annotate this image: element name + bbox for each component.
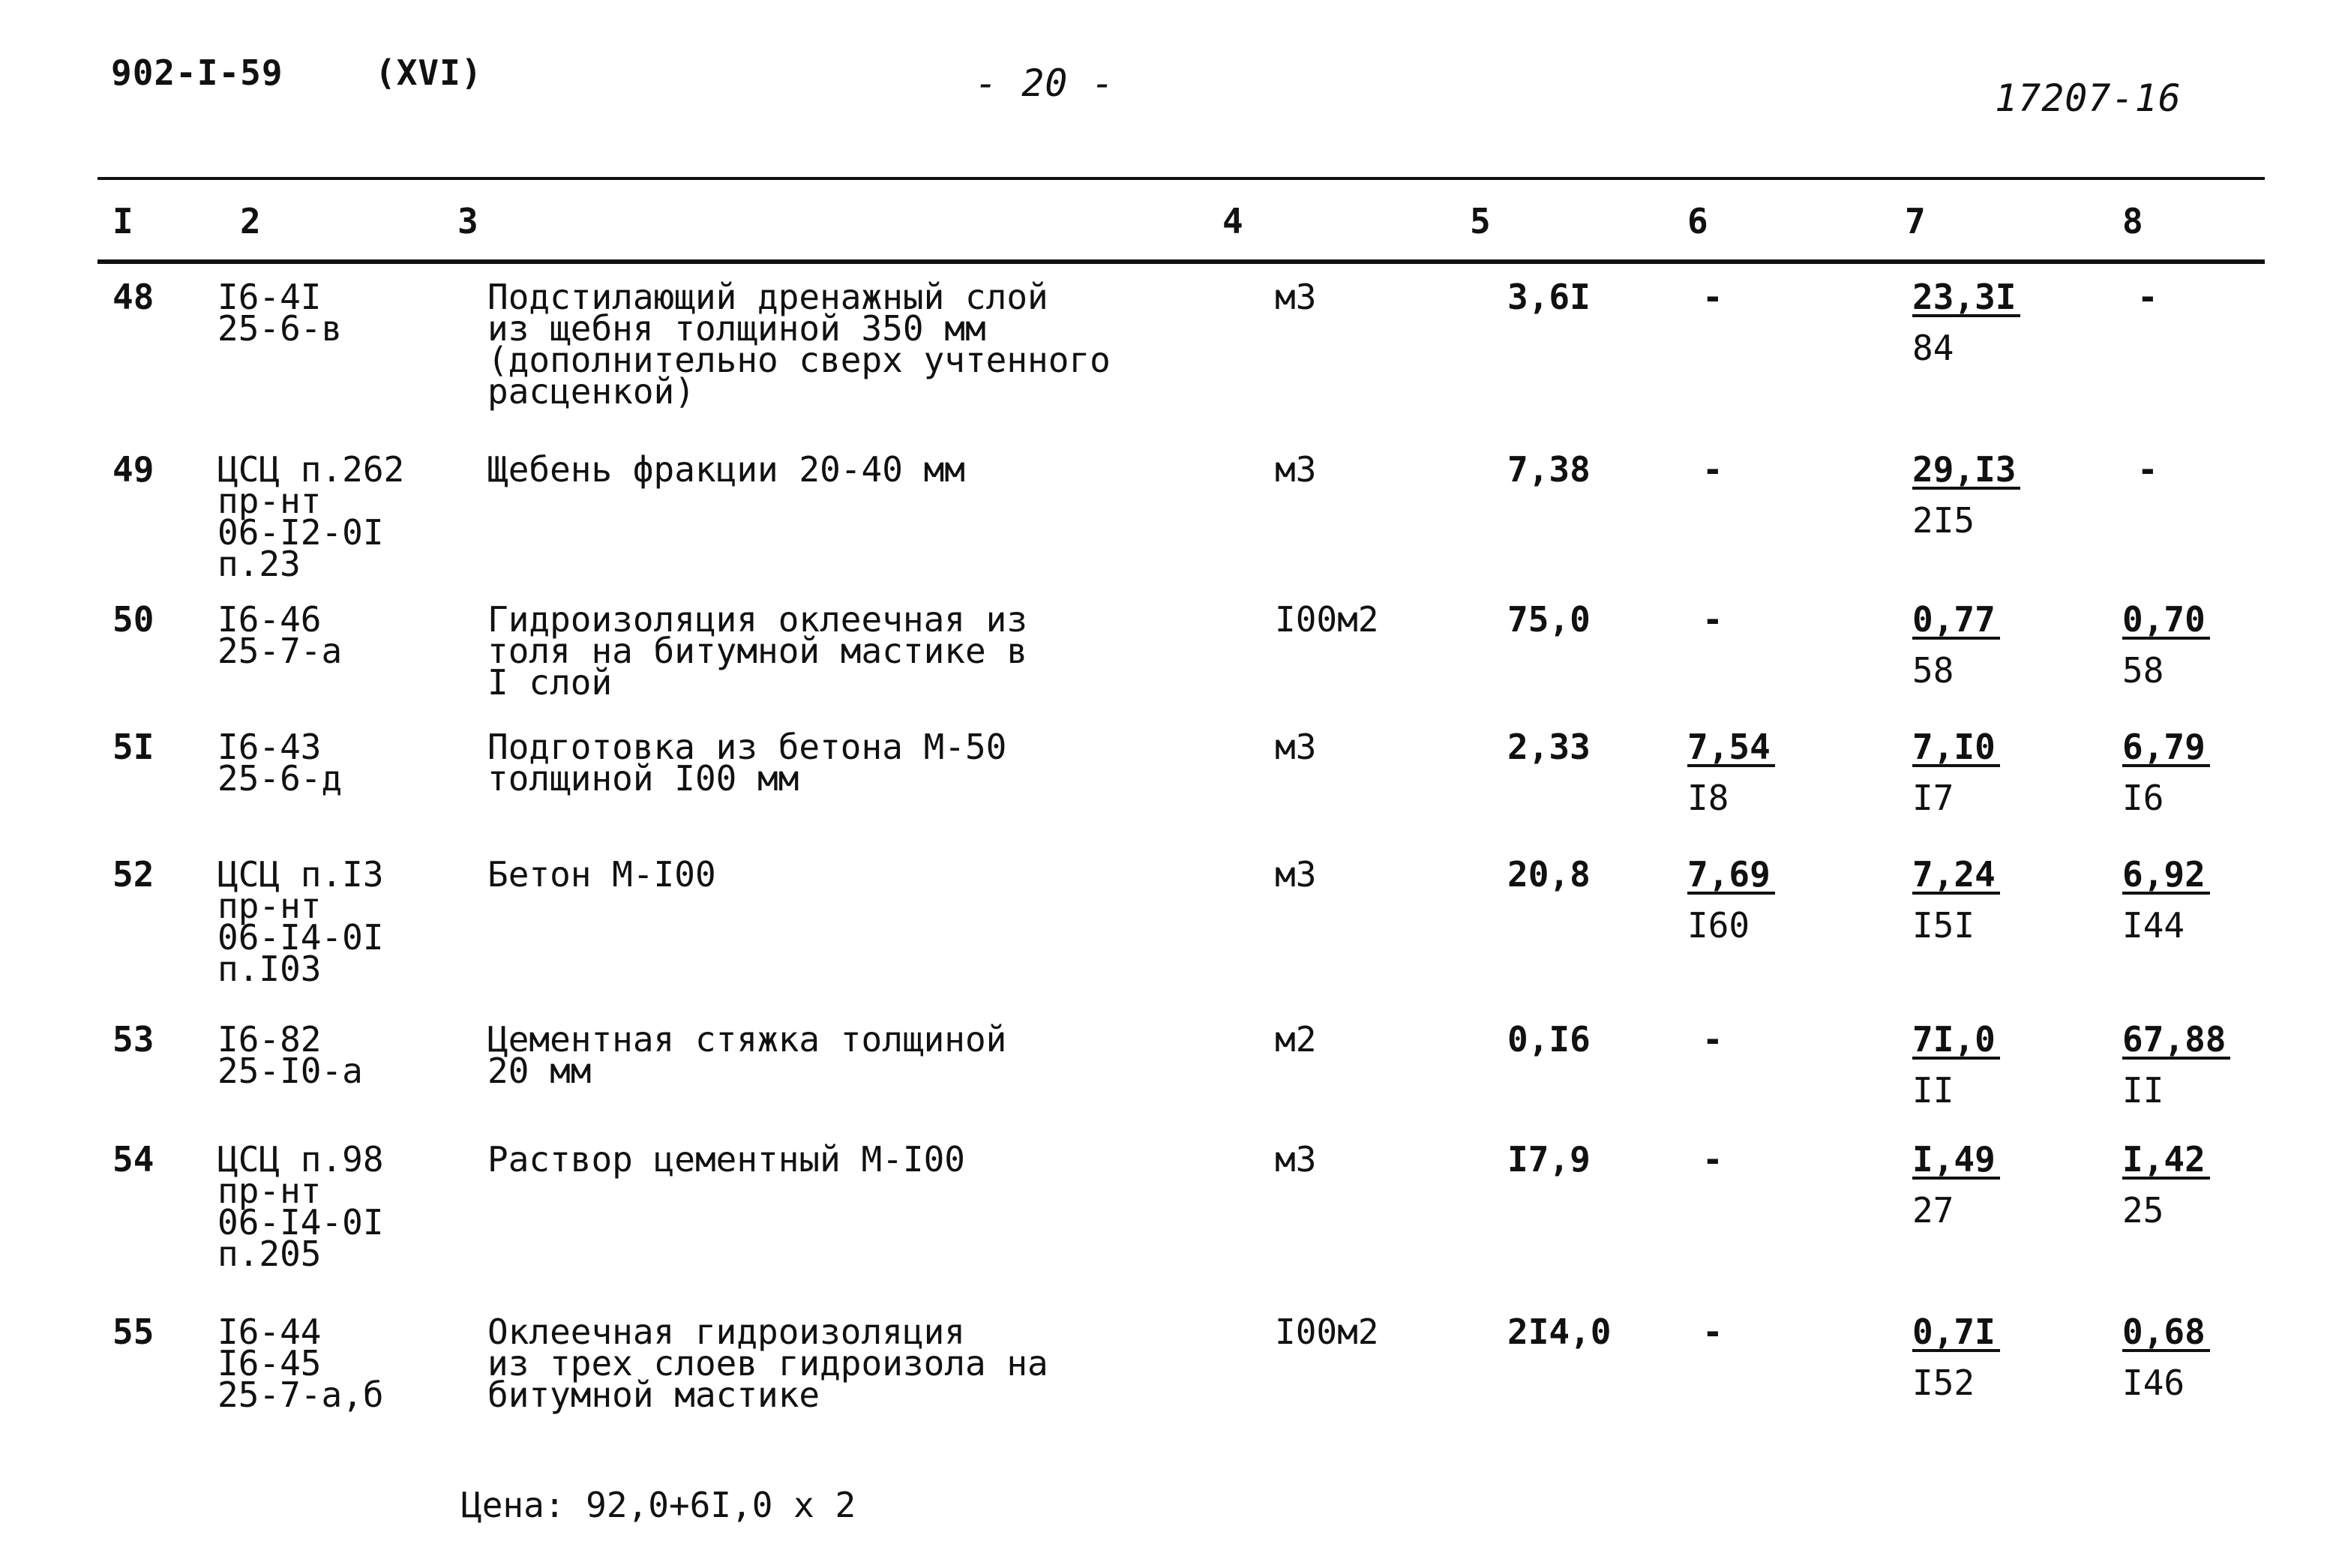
dash-value: - (1702, 1139, 1723, 1180)
fraction-bottom: 25 (2122, 1190, 2164, 1231)
row-number: 5I (112, 727, 154, 767)
fraction-value (1912, 1312, 2000, 1403)
fraction-bottom: I8 (1687, 778, 1729, 818)
fraction-bottom: I60 (1687, 905, 1750, 946)
quantity-cell: 20,8 (1507, 854, 1591, 895)
work-description-cell (457, 1121, 1207, 1294)
quantity-cell: I7,9 (1507, 1139, 1591, 1180)
norm-code-line: I6-45 (217, 1343, 322, 1384)
norm-code-cell (217, 259, 457, 431)
row-number: 53 (112, 1019, 154, 1060)
column-header: 8 (2122, 201, 2143, 241)
fraction-top: 0,70 (2122, 604, 2210, 640)
price-cell-c6 (1672, 1121, 1890, 1294)
norm-code-line: 25-6-д (217, 758, 343, 799)
dash-value: - (2137, 277, 2158, 317)
fraction-bottom: 84 (1912, 328, 1954, 368)
fraction-value (2122, 1019, 2230, 1111)
norm-code-line: п.I03 (217, 949, 322, 989)
table-row (97, 709, 2265, 836)
table-row (97, 259, 2265, 431)
unit-cell: м3 (1275, 1139, 1317, 1180)
quantity-cell: 75,0 (1507, 599, 1591, 640)
fraction-bottom: I44 (2122, 905, 2185, 946)
price-cell-c6 (1672, 709, 1890, 836)
table-row (97, 1001, 2265, 1121)
price-cell-c6 (1672, 259, 1890, 431)
work-description-line: Подготовка из бетона М-50 (487, 727, 1007, 767)
work-description-cell (457, 1001, 1207, 1121)
fraction-value (1912, 727, 2000, 818)
norm-code-cell (217, 431, 457, 584)
norm-code-cell (217, 1294, 457, 1444)
column-header: I (112, 201, 133, 241)
price-cell-c7 (1890, 1294, 2107, 1444)
column-header: 7 (1905, 201, 1926, 241)
quantity-cell: 3,6I (1507, 277, 1591, 317)
work-description-line: Подстилающий дренажный слой (487, 277, 1048, 317)
estimate-table (97, 184, 2265, 1444)
price-cell-c8 (2107, 1294, 2265, 1444)
price-cell-c7 (1890, 1001, 2107, 1121)
work-description-line: битумной мастике (487, 1375, 820, 1415)
fraction-top: 7I,0 (1912, 1024, 2000, 1060)
price-cell-c8 (2107, 709, 2265, 836)
work-description-line: из щебня толщиной 350 мм (487, 308, 986, 349)
fraction-value (1912, 449, 2020, 541)
table-row (97, 1121, 2265, 1294)
fraction-top: 0,7I (1912, 1316, 2000, 1352)
price-cell-c7 (1890, 431, 2107, 581)
work-description-line: I слой (487, 662, 613, 703)
work-description-cell (457, 836, 1207, 1001)
price-cell-c7 (1890, 259, 2107, 431)
norm-code-line: I6-4I (217, 277, 322, 317)
fraction-top: I,49 (1912, 1144, 2000, 1180)
unit-cell: м3 (1275, 854, 1317, 895)
norm-code-line: 06-I4-0I (217, 1202, 384, 1243)
fraction-bottom: I7 (1912, 778, 1954, 818)
price-cell-c8 (2107, 1001, 2265, 1121)
norm-code-line: пр-нт (217, 1171, 322, 1211)
fraction-top: 29,I3 (1912, 454, 2020, 490)
work-description-line: Раствор цементный М-I00 (487, 1139, 965, 1180)
fraction-value (2122, 599, 2210, 691)
dash-value: - (1702, 1312, 1723, 1352)
fraction-top: 7,54 (1687, 731, 1775, 767)
norm-code-cell (217, 836, 457, 1001)
row-number: 48 (112, 277, 154, 317)
price-cell-c7 (1890, 709, 2107, 836)
table-row (97, 836, 2265, 1001)
price-cell-c6 (1672, 836, 1890, 1001)
fraction-bottom: 27 (1912, 1190, 1954, 1231)
work-description-cell (457, 581, 1207, 709)
fraction-bottom: 2I5 (1912, 500, 1975, 541)
fraction-top: 7,I0 (1912, 731, 2000, 767)
norm-code-line: ЦСЦ п.262 (217, 449, 405, 490)
row-number: 50 (112, 599, 154, 640)
fraction-bottom: I52 (1912, 1363, 1975, 1403)
column-header: 2 (240, 201, 261, 241)
fraction-value (2122, 854, 2210, 946)
row-number: 54 (112, 1139, 154, 1180)
price-cell-c6 (1672, 1001, 1890, 1121)
fraction-value (1687, 854, 1775, 946)
fraction-bottom: 58 (1912, 650, 1954, 691)
fraction-value (1912, 599, 2000, 691)
work-description-cell (457, 259, 1207, 431)
table-top-rule (97, 177, 2265, 180)
norm-code-line: п.23 (217, 544, 301, 584)
row-number: 52 (112, 854, 154, 895)
quantity-cell: 2,33 (1507, 727, 1591, 767)
fraction-value (1912, 1139, 2000, 1231)
price-cell-c6 (1672, 431, 1890, 581)
fraction-bottom: 58 (2122, 650, 2164, 691)
work-description-line: 20 мм (487, 1051, 592, 1091)
norm-code-line: 06-I4-0I (217, 917, 384, 958)
price-cell-c6 (1672, 581, 1890, 709)
work-description-line: Цементная стяжка толщиной (487, 1019, 1007, 1060)
norm-code-line: 25-7-а,б (217, 1375, 384, 1415)
price-cell-c8 (2107, 581, 2265, 709)
dash-value: - (1702, 277, 1723, 317)
norm-code-cell (217, 1121, 457, 1294)
norm-code-line: п.205 (217, 1234, 322, 1274)
price-cell-c8 (2107, 431, 2265, 581)
fraction-top: 0,68 (2122, 1316, 2210, 1352)
unit-cell: м3 (1275, 449, 1317, 490)
work-description-line: Бетон М-I00 (487, 854, 716, 895)
work-description-line: Щебень фракции 20-40 мм (487, 449, 965, 490)
unit-cell: м3 (1275, 727, 1317, 767)
work-description-cell (457, 1294, 1207, 1444)
fraction-bottom: II (2122, 1070, 2164, 1111)
norm-code-line: I6-43 (217, 727, 322, 767)
price-cell-c6 (1672, 1294, 1890, 1444)
work-description-line: из трех слоев гидроизола на (487, 1343, 1048, 1384)
volume-label: (XVI) (375, 52, 483, 93)
fraction-top: 67,88 (2122, 1024, 2230, 1060)
norm-code-line: пр-нт (217, 886, 322, 926)
price-cell-c7 (1890, 581, 2107, 709)
price-cell-c7 (1890, 836, 2107, 1001)
work-description-line: расценкой) (487, 371, 695, 412)
norm-code-line: ЦСЦ п.98 (217, 1139, 384, 1180)
unit-cell: м2 (1275, 1019, 1317, 1060)
dash-value: - (1702, 599, 1723, 640)
fraction-value (1687, 727, 1775, 818)
quantity-cell: 0,I6 (1507, 1019, 1591, 1060)
row-number: 49 (112, 449, 154, 490)
fraction-top: I,42 (2122, 1144, 2210, 1180)
reference-number: 17207-16 (1995, 76, 2182, 120)
dash-value: - (1702, 449, 1723, 490)
unit-cell: I00м2 (1275, 1312, 1379, 1352)
price-cell-c8 (2107, 259, 2265, 431)
work-description-cell (457, 709, 1207, 836)
norm-code-line: I6-82 (217, 1019, 322, 1060)
norm-code-line: I6-46 (217, 599, 322, 640)
table-row (97, 581, 2265, 709)
price-cell-c8 (2107, 836, 2265, 1001)
work-description-line: Оклеечная гидроизоляция (487, 1312, 965, 1352)
quantity-cell: 7,38 (1507, 449, 1591, 490)
fraction-value (2122, 1312, 2210, 1403)
norm-code-line: 25-7-а (217, 631, 343, 671)
price-note: Цена: 92,0+6I,0 х 2 (461, 1485, 856, 1525)
norm-code-line: 25-6-в (217, 308, 343, 349)
table-row (97, 431, 2265, 581)
norm-code-line: пр-нт (217, 481, 322, 521)
fraction-top: 7,24 (1912, 859, 2000, 895)
unit-cell: I00м2 (1275, 599, 1379, 640)
column-header-row (97, 184, 2265, 259)
fraction-bottom: I6 (2122, 778, 2164, 818)
work-description-line: толя на битумной мастике в (487, 631, 1028, 671)
norm-code-cell (217, 709, 457, 836)
fraction-top: 6,79 (2122, 731, 2210, 767)
work-description-line: толщиной I00 мм (487, 758, 799, 799)
page-number: - 20 - (975, 61, 1115, 105)
fraction-bottom: I5I (1912, 905, 1975, 946)
table-row (97, 1294, 2265, 1444)
row-number: 55 (112, 1312, 154, 1352)
dash-value: - (2137, 449, 2158, 490)
work-description-line: Гидроизоляция оклеечная из (487, 599, 1028, 640)
document-code: 902-I-59 (111, 52, 283, 93)
fraction-top: 6,92 (2122, 859, 2210, 895)
fraction-value (1912, 277, 2020, 368)
norm-code-line: ЦСЦ п.I3 (217, 854, 384, 895)
fraction-value (2122, 1139, 2210, 1231)
fraction-bottom: I46 (2122, 1363, 2185, 1403)
work-description-line: (дополнительно сверх учтенного (487, 340, 1111, 380)
column-header: 6 (1687, 201, 1708, 241)
price-cell-c7 (1890, 1121, 2107, 1294)
norm-code-cell (217, 1001, 457, 1121)
quantity-cell: 2I4,0 (1507, 1312, 1612, 1352)
fraction-top: 0,77 (1912, 604, 2000, 640)
norm-code-line: I6-44 (217, 1312, 322, 1352)
fraction-top: 7,69 (1687, 859, 1775, 895)
norm-code-cell (217, 581, 457, 709)
column-header: 4 (1222, 201, 1243, 241)
norm-code-line: 25-I0-а (217, 1051, 363, 1091)
price-cell-c8 (2107, 1121, 2265, 1294)
dash-value: - (1702, 1019, 1723, 1060)
unit-cell: м3 (1275, 277, 1317, 317)
norm-code-line: 06-I2-0I (217, 512, 384, 553)
fraction-value (1912, 1019, 2000, 1111)
fraction-top: 23,3I (1912, 281, 2020, 317)
work-description-cell (457, 431, 1207, 581)
column-header: 3 (457, 201, 478, 241)
fraction-value (2122, 727, 2210, 818)
table-body (97, 259, 2265, 1444)
fraction-bottom: II (1912, 1070, 1954, 1111)
fraction-value (1912, 854, 2000, 946)
column-header: 5 (1470, 201, 1491, 241)
